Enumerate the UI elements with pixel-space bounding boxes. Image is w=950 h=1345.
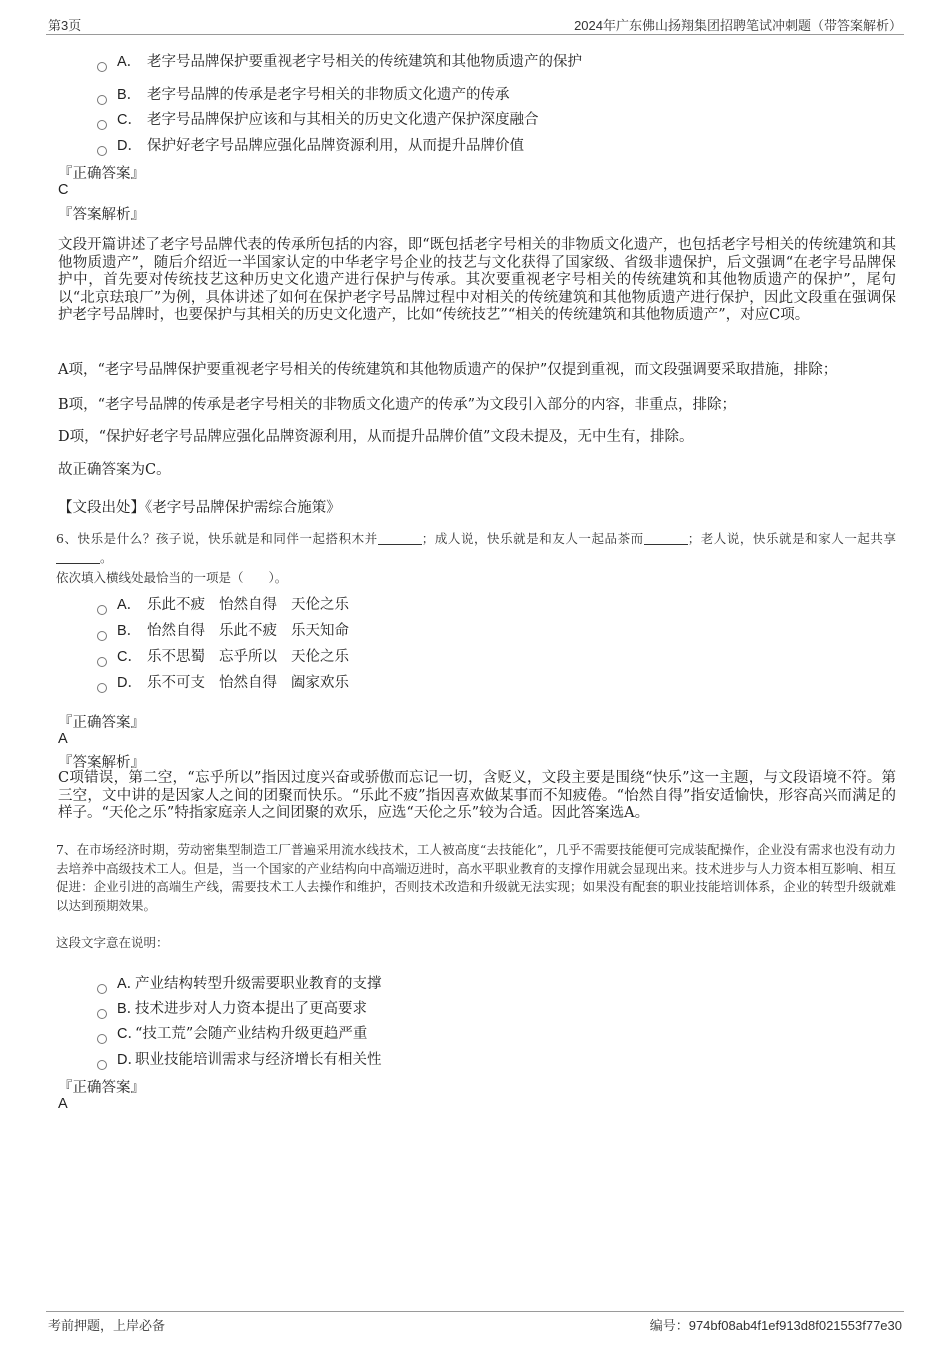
q5-analysis-d: D项，“保护好老字号品牌应强化品牌资源利用，从而提升品牌价值”文段未提及，无中生有，排除。 bbox=[58, 429, 694, 445]
fill-blank[interactable] bbox=[644, 532, 688, 545]
fill-blank[interactable] bbox=[378, 532, 422, 545]
q5-answer: C bbox=[58, 182, 69, 198]
q6-option-c[interactable]: C． 乐不思蜀 忘乎所以 天伦之乐 bbox=[97, 645, 363, 666]
q5-option-a[interactable]: A． 老字号品牌保护要重视老字号相关的传统建筑和其他物质遗产的保护 bbox=[97, 50, 582, 71]
q6-prompt: 依次填入横线处最恰当的一项是（ ）。 bbox=[56, 570, 288, 585]
q7-option-d[interactable]: D．职业技能培训需求与经济增长有相关性 bbox=[97, 1048, 382, 1069]
radio-icon[interactable] bbox=[97, 631, 107, 641]
q5-option-d[interactable]: D． 保护好老字号品牌应强化品牌资源利用，从而提升品牌价值 bbox=[97, 134, 524, 155]
q7-prompt: 这段文字意在说明： bbox=[56, 935, 169, 950]
fill-blank[interactable] bbox=[56, 551, 100, 564]
q7-stem: 7、在市场经济时期，劳动密集型制造工厂普遍采用流水线技术，工人被高度“去技能化”，几乎不需要技能便可完成装配操作，企业没有需求也没有动力去培养中高级技术工人。但是，当一个国家的产业结构向中高端迈进时，高水平职业教育的支撑作用就会显现出来。技术进步与人力资本相互影响、相互促进：企业引进的高端生产线，需要技术工人去操作和维护，否则技术改造和升级就无法实现；如果没有配套的职业技能培训体系，企业的转型升级就难以达到预期效果。 bbox=[56, 842, 896, 913]
radio-icon[interactable] bbox=[97, 1009, 107, 1019]
footer-slogan: 考前押题，上岸必备 bbox=[48, 1319, 166, 1334]
radio-icon[interactable] bbox=[97, 1060, 107, 1070]
q7-option-b[interactable]: B．技术进步对人力资本提出了更高要求 bbox=[97, 997, 367, 1018]
q6-option-a[interactable]: A． 乐此不疲 怡然自得 天伦之乐 bbox=[97, 593, 363, 614]
document-title: 2024年广东佛山扬翔集团招聘笔试冲刺题（带答案解析） bbox=[574, 18, 902, 33]
radio-icon[interactable] bbox=[97, 605, 107, 615]
radio-icon[interactable] bbox=[97, 95, 107, 105]
radio-icon[interactable] bbox=[97, 984, 107, 994]
q5-option-b[interactable]: B． 老字号品牌的传承是老字号相关的非物质文化遗产的传承 bbox=[97, 83, 510, 104]
radio-icon[interactable] bbox=[97, 657, 107, 667]
page-footer bbox=[46, 1311, 904, 1334]
q6-stem: 6、快乐是什么？孩子说，快乐就是和同伴一起搭积木并 ；成人说，快乐就是和友人一起品茶而 ；老人说，快乐就是和家人一起共享。 bbox=[56, 531, 896, 565]
page-header bbox=[46, 14, 904, 35]
q7-option-a[interactable]: A．产业结构转型升级需要职业教育的支撑 bbox=[97, 972, 382, 993]
q6-analysis-label: 『答案解析』 bbox=[58, 755, 145, 771]
radio-icon[interactable] bbox=[97, 62, 107, 72]
q5-analysis-b: B项，“老字号品牌的传承是老字号相关的非物质文化遗产的传承”为文段引入部分的内容，非重点，排除； bbox=[58, 397, 736, 413]
radio-icon[interactable] bbox=[97, 120, 107, 130]
q5-answer-label: 『正确答案』 bbox=[58, 166, 145, 182]
q5-analysis-label: 『答案解析』 bbox=[58, 207, 145, 223]
q5-source: 【文段出处】《老字号品牌保护需综合施策》 bbox=[58, 500, 341, 516]
q5-analysis-a: A项，“老字号品牌保护要重视老字号相关的传统建筑和其他物质遗产的保护”仅提到重视，而文段强调要采取措施，排除； bbox=[58, 362, 838, 378]
q6-analysis: C项错误，第二空，“忘乎所以”指因过度兴奋或骄傲而忘记一切，含贬义，文段主要是围绕“快乐”这一主题，与文段语境不符。第三空，文中讲的是因家人之间的团聚而快乐。“乐此不疲”指因喜欢做某事而不知疲倦。“怡然自得”指安适愉快，形容高兴而满足的样子。“天伦之乐”特指家庭亲人之间团聚的欢乐，应选“天伦之乐”较为合适。因此答案选A。 bbox=[58, 770, 896, 821]
radio-icon[interactable] bbox=[97, 683, 107, 693]
q6-answer: A bbox=[58, 731, 68, 747]
page-number: 第3页 bbox=[48, 18, 82, 33]
document-id: 编号：974bf08ab4f1ef913d8f021553f77e30 bbox=[649, 1318, 902, 1333]
q5-analysis-conclusion: 故正确答案为C。 bbox=[58, 462, 171, 478]
q5-analysis-main: 文段开篇讲述了老字号品牌代表的传承所包括的内容，即“既包括老字号相关的非物质文化遗产，也包括老字号相关的传统建筑和其他物质遗产”，随后介绍近一半国家认定的中华老字号企业的技艺与文化获得了国家级、省级非遗保护，后文强调“在老字号品牌保护中，首先要对传统技艺这种历史文化遗产进行保护与传承。其次要重视老字号相关的传统建筑和其他物质遗产的保护”，尾句以“北京珐琅厂”为例，具体讲述了如何在保护老字号品牌过程中对相关的传统建筑和其他物质遗产进行保护，因此文段重在强调保护老字号品牌时，也要保护与其相关的历史文化遗产，比如“传统技艺”“相关的传统建筑和其他物质遗产”，对应C项。 bbox=[58, 237, 896, 323]
q6-answer-label: 『正确答案』 bbox=[58, 715, 145, 731]
q5-option-c[interactable]: C． 老字号品牌保护应该和与其相关的历史文化遗产保护深度融合 bbox=[97, 108, 539, 129]
q7-answer-label: 『正确答案』 bbox=[58, 1080, 145, 1096]
q7-option-c[interactable]: C．“技工荒”会随产业结构升级更趋严重 bbox=[97, 1022, 367, 1043]
radio-icon[interactable] bbox=[97, 146, 107, 156]
q6-option-b[interactable]: B． 怡然自得 乐此不疲 乐天知命 bbox=[97, 619, 363, 640]
radio-icon[interactable] bbox=[97, 1034, 107, 1044]
q6-option-d[interactable]: D． 乐不可支 怡然自得 阖家欢乐 bbox=[97, 671, 363, 692]
q7-answer: A bbox=[58, 1096, 68, 1112]
